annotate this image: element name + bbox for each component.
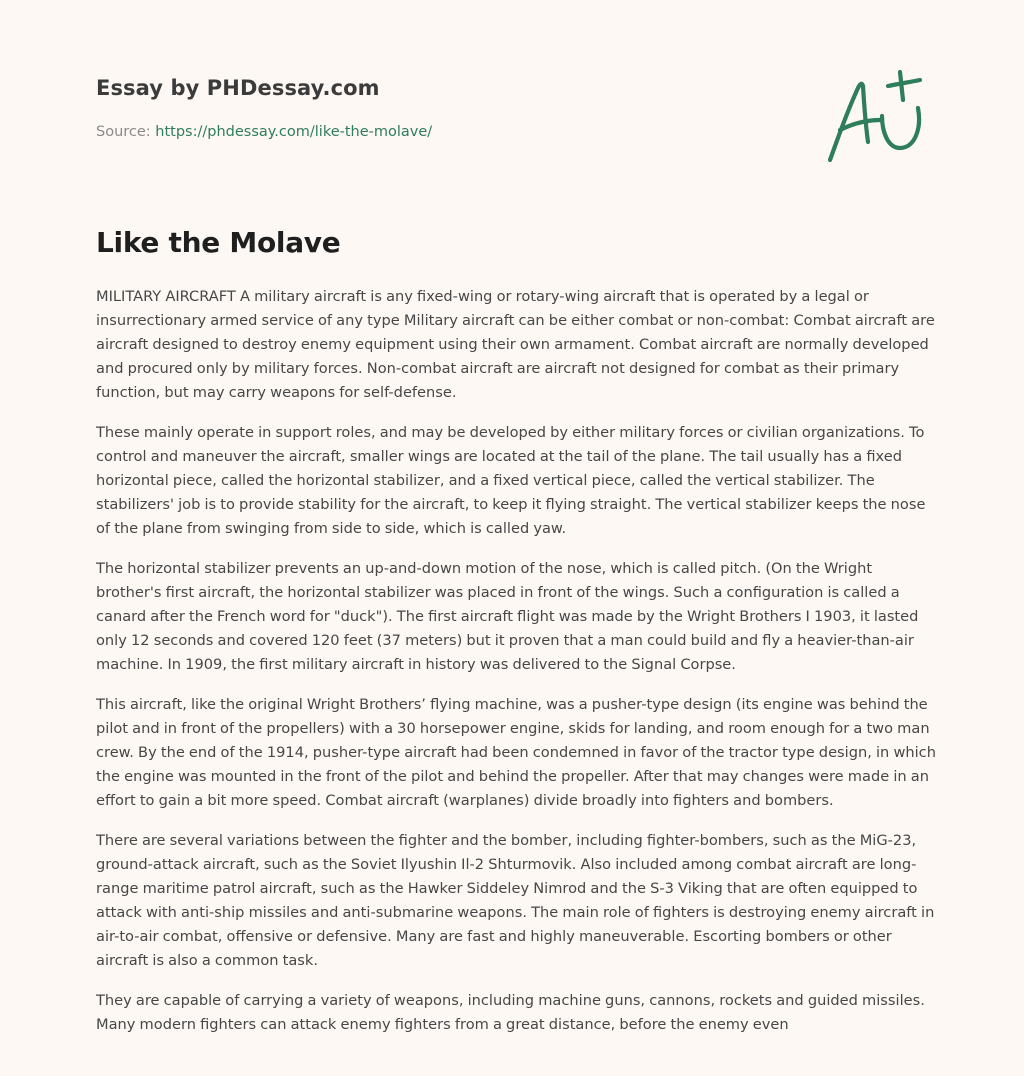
essay-paragraph: The horizontal stabilizer prevents an up-and-down motion of the nose, which is called pitch. (On the Wright brother's first aircraft, the horizontal stabilizer was placed in front of the wings. Such a configuration is called a canard after the French word for "duck"). The first aircraft flight was made by the Wright Brothers I 1903, it lasted only 12 seconds and covered 120 feet (37 meters) but it proven that a man could build and fly a heavier-than-air machine. In 1909, the first military aircraft in history was delivered to the Signal Corpse. bbox=[96, 560, 919, 673]
essay-header bbox=[96, 76, 936, 176]
essay-paragraph: They are capable of carrying a variety of weapons, including machine guns, cannons, rockets and guided missiles. Many modern fighters can attack enemy fighters from a great distance, before the enemy even bbox=[96, 992, 925, 1033]
essay-paragraph: These mainly operate in support roles, and may be developed by either military forces or civilian organizations. To control and maneuver the aircraft, smaller wings are located at the tail of the plane. The tail usually has a fixed horizontal piece, called the horizontal stabilizer, and a fixed vertical piece, called the vertical stabilizer. The stabilizers' job is to provide stability for the aircraft, to keep it flying straight. The vertical stabilizer keeps the nose of the plane from swinging from side to side, which is called yaw. bbox=[96, 424, 926, 537]
source-link[interactable]: https://phdessay.com/like-the-molave/ bbox=[155, 124, 433, 140]
essay-paragraph: This aircraft, like the original Wright Brothers’ flying machine, was a pusher-type design (its engine was behind the pilot and in front of the propellers) with a 30 horsepower engine, skids for landing, and room enough for a two man crew. By the end of the 1914, pusher-type aircraft had been condemned in favor of the tractor type design, in which the engine was mounted in the front of the pilot and behind the propeller. After that may changes were made in an effort to gain a bit more speed. Combat aircraft (warplanes) divide broadly into fighters and bombers. bbox=[96, 696, 936, 809]
a-plus-logo-icon bbox=[824, 68, 928, 164]
site-title: Essay by PHDessay.com bbox=[96, 76, 380, 100]
source-label: Source: bbox=[96, 124, 156, 140]
source-line bbox=[96, 124, 432, 140]
essay-body bbox=[96, 285, 936, 1053]
essay-paragraph: There are several variations between the fighter and the bomber, including fighter-bombers, such as the MiG-23, ground-attack aircraft, such as the Soviet Ilyushin Il-2 Shturmovik. Also included among combat aircraft are long-range maritime patrol aircraft, such as the Hawker Siddeley Nimrod and the S-3 Viking that are often equipped to attack with anti-ship missiles and anti-submarine weapons. The main role of fighters is destroying enemy aircraft in air-to-air combat, offensive or defensive. Many are fast and highly maneuverable. Escorting bombers or other aircraft is also a common task. bbox=[96, 832, 935, 969]
essay-title: Like the Molave bbox=[96, 226, 341, 259]
essay-paragraph: MILITARY AIRCRAFT A military aircraft is any fixed-wing or rotary-wing aircraft that is operated by a legal or insurrectionary armed service of any type Military aircraft can be either combat or non-combat: Combat aircraft are aircraft designed to destroy enemy equipment using their own armament. Combat aircraft are normally developed and procured only by military forces. Non-combat aircraft are aircraft not designed for combat as their primary function, but may carry weapons for self-defense. bbox=[96, 288, 935, 401]
